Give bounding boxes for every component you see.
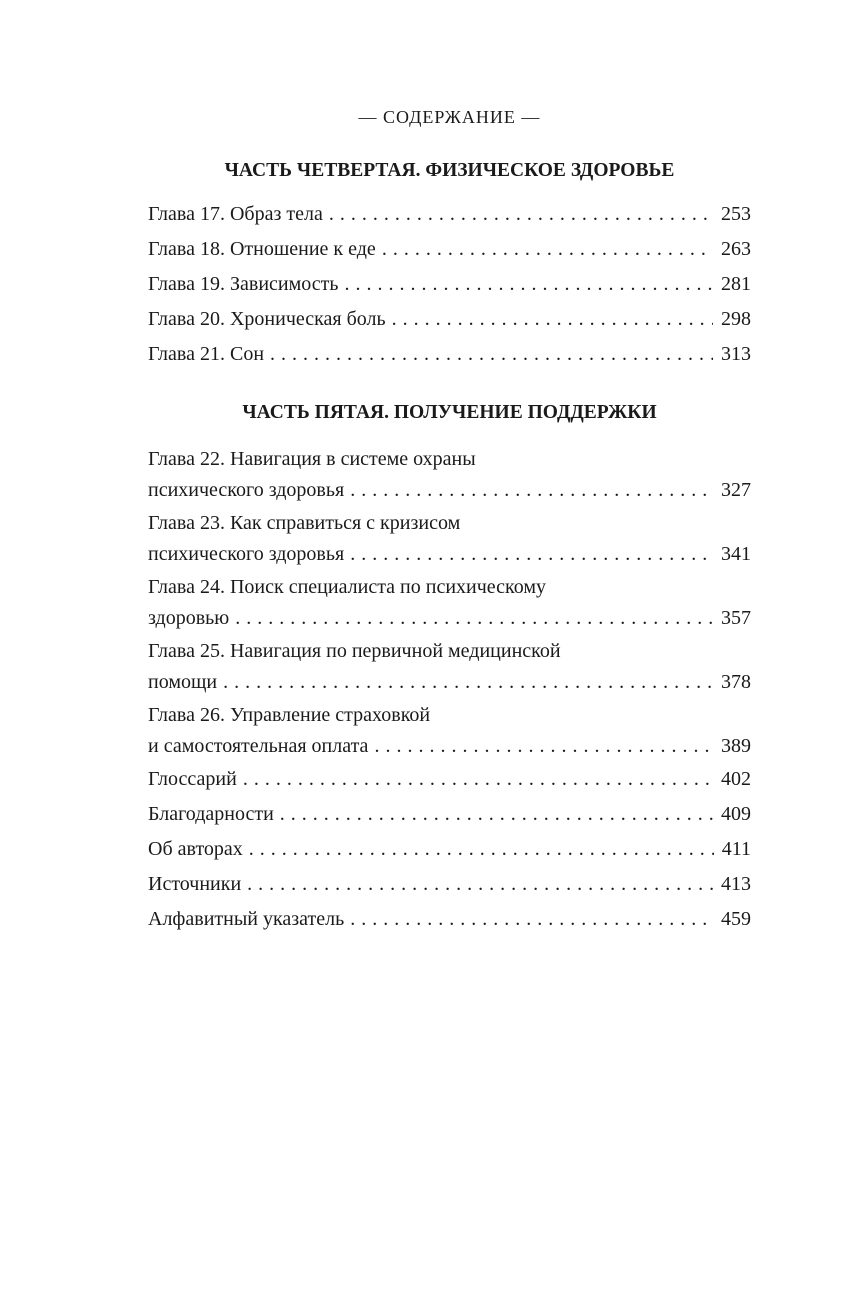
toc-entry-title: Глава 18. Отношение к еде [148,238,376,260]
toc-page-number: 378 [721,671,751,693]
toc-entry-title-line1: Глава 23. Как справиться с кризисом [148,512,461,534]
toc-entry[interactable] [148,904,751,935]
toc-page-number: 402 [721,768,751,790]
toc-entry-title-line2: и самостоятельная оплата [148,735,369,757]
toc-entry[interactable] [148,799,751,830]
toc-entry-title: Источники [148,873,242,895]
toc-page-number: 298 [721,308,751,330]
toc-entry-title-line2: психического здоровья [148,543,345,565]
toc-entry[interactable] [148,834,751,865]
toc-list-part-4 [148,199,751,374]
toc-page-number: 281 [721,273,751,295]
leader-dots [280,799,713,830]
toc-entry-title-line1: Глава 26. Управление страховкой [148,704,431,726]
toc-page-number: 413 [721,873,751,895]
leader-dots [382,234,713,265]
leader-dots [350,539,713,570]
toc-entry[interactable] [148,636,751,698]
toc-entry-title-line2: помощи [148,671,218,693]
toc-entry-title-line1: Глава 25. Навигация по первичной медицинской [148,640,561,662]
leader-dots [392,304,713,335]
toc-entry[interactable] [148,869,751,900]
leader-dots [249,834,714,865]
toc-page-number: 341 [721,543,751,565]
toc-page-number: 409 [721,803,751,825]
toc-page-number: 459 [721,908,751,930]
toc-page-number: 411 [721,838,751,860]
leader-dots [235,603,713,634]
toc-page-number: 389 [721,735,751,757]
toc-entry-title-line1: Глава 24. Поиск специалиста по психическому [148,576,547,598]
toc-entry-title: Глава 20. Хроническая боль [148,308,386,330]
toc-page-number: 327 [721,479,751,501]
part-title-5: ЧАСТЬ ПЯТАЯ. ПОЛУЧЕНИЕ ПОДДЕРЖКИ [242,402,657,423]
toc-entry-title: Глава 17. Образ тела [148,203,323,225]
toc-entry[interactable] [148,199,751,230]
toc-entry[interactable] [148,234,751,265]
toc-entry[interactable] [148,572,751,634]
toc-entry-title: Алфавитный указатель [148,908,345,930]
toc-entry[interactable] [148,508,751,570]
leader-dots [329,199,713,230]
toc-page-number: 313 [721,343,751,365]
part-title-4: ЧАСТЬ ЧЕТВЕРТАЯ. ФИЗИЧЕСКОЕ ЗДОРОВЬЕ [224,160,675,181]
leader-dots [350,475,713,506]
toc-entry-title: Благодарности [148,803,274,825]
toc-entry[interactable] [148,764,751,795]
toc-entry-title: Глоссарий [148,768,237,790]
toc-entry-title-line1: Глава 22. Навигация в системе охраны [148,448,476,470]
leader-dots [345,269,714,300]
toc-page-number: 263 [721,238,751,260]
toc-entry[interactable] [148,304,751,335]
leader-dots [243,764,713,795]
toc-page-number: 253 [721,203,751,225]
toc-entry-title: Глава 19. Зависимость [148,273,339,295]
leader-dots [374,731,713,762]
leader-dots [350,904,713,935]
toc-entry[interactable] [148,700,751,762]
leader-dots [270,339,713,370]
leader-dots [247,869,713,900]
toc-entry[interactable] [148,444,751,506]
toc-list-part-5 [148,444,751,939]
toc-entry[interactable] [148,269,751,300]
toc-entry[interactable] [148,339,751,370]
toc-entry-title: Об авторах [148,838,243,860]
toc-entry-title-line2: психического здоровья [148,479,345,501]
toc-entry-title: Глава 21. Сон [148,343,265,365]
toc-entry-title-line2: здоровью [148,607,230,629]
running-head: — СОДЕРЖАНИЕ — [358,107,541,127]
leader-dots [223,667,713,698]
toc-page-number: 357 [721,607,751,629]
